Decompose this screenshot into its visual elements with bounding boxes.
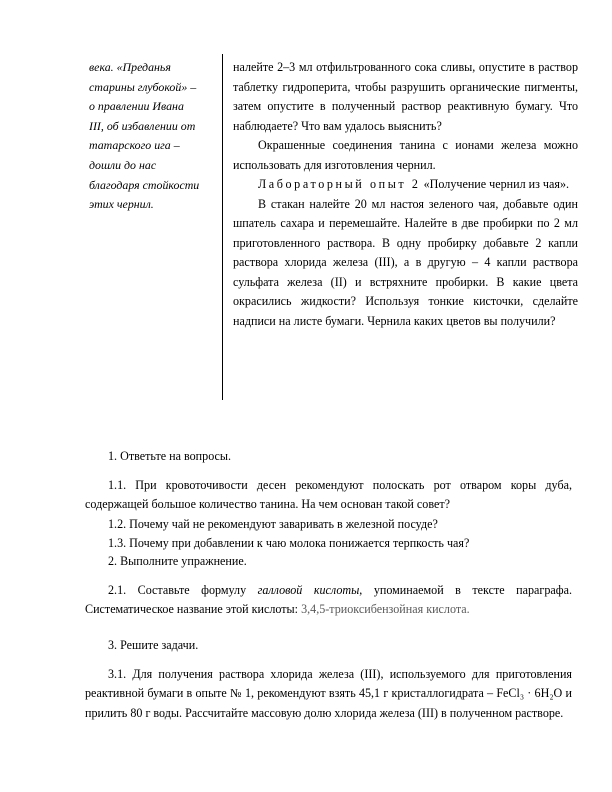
lab-title: «Получение чернил из чая». xyxy=(423,177,570,191)
note-line: века. «Преданья xyxy=(89,60,171,74)
lab-label: Лабораторный опыт 2 xyxy=(258,177,421,191)
paragraph-tea-ink: В стакан налейте 20 мл настоя зеленого чая, добавьте один шпатель сахара и перемешайте. Налейте в две пробирки по 2 мл приготовленного раствора. В одну пробирку добавьте 2 капли раствора хлорида железа (III), а в другую – 4 капли раствора сульфата железа (II) и встряхните пробирки. В какие цвета окрасились жидкости? Используя тонкие кисточки, сделайте надписи на листе бумаги. Чернила каких цветов вы получили? xyxy=(233,196,578,328)
question-1-3: 1.3. Почему при добавлении к чаю молока понижается терпкость чая? xyxy=(108,536,470,550)
exercise-text: , упоминаемой в тексте параграфа. Систематическое название этой кислоты: xyxy=(85,582,572,616)
note-line: дошли до нас xyxy=(89,157,157,172)
section-questions xyxy=(85,447,572,554)
section-heading: 3. Решите задачи. xyxy=(108,638,199,652)
paragraph-ink-compounds: Окрашенные соединения танина с ионами железа можно использовать для изготовления чернил. xyxy=(233,138,578,172)
problem-3-1: 3.1. Для получения раствора хлорида железа (III), используемого для приготовления реактивной бумаги в опыте № 1, рекомендуют взять 45,1 г кристаллогидрата – FeCl₃ · 6H₂O и прилить 80 г воды. Рассчитайте массовую долю хлорида железа (III) в полученном растворе. xyxy=(85,666,572,720)
note-line: III, об избавлении от xyxy=(89,118,196,133)
paragraph-plum-juice: налейте 2–3 мл отфильтрованного сока сливы, опустите в раствор таблетку гидроперита, чтобы разрушить органические пигменты, затем опустите в полученный раствор реактивную бумагу. Что наблюдаете? Что вам удалось выяснить? xyxy=(233,60,578,133)
section-problems xyxy=(85,636,572,723)
exercise-text: 2.1. Составьте формулу xyxy=(108,582,258,597)
exercise-2-1 xyxy=(85,581,572,620)
note-line: старины глубокой» – xyxy=(89,79,197,94)
note-line: татарского ига – xyxy=(89,138,180,153)
section-exercise xyxy=(85,552,572,620)
exercise-answer: 3,4,5-триоксибензойная кислота. xyxy=(301,602,470,616)
note-line: о правлении Ивана xyxy=(89,99,184,114)
note-line: этих чернил. xyxy=(89,197,154,212)
note-line: благодаря стойкости xyxy=(89,177,200,192)
main-text-column xyxy=(223,54,578,400)
question-1-1: 1.1. При кровоточивости десен рекомендуют полоскать рот отваром коры дуба, содержащей большое количество танина. На чем основан такой совет? xyxy=(85,477,572,511)
section-heading: 1. Ответьте на вопросы. xyxy=(108,449,232,463)
section-heading: 2. Выполните упражнение. xyxy=(108,554,247,568)
gallic-acid-term: галловой кислоты xyxy=(257,582,360,597)
left-margin-note xyxy=(83,54,223,400)
lab-experiment-heading xyxy=(233,175,578,195)
two-column-table xyxy=(83,54,578,400)
question-1-2: 1.2. Почему чай не рекомендуют заваривать в железной посуде? xyxy=(108,516,438,531)
